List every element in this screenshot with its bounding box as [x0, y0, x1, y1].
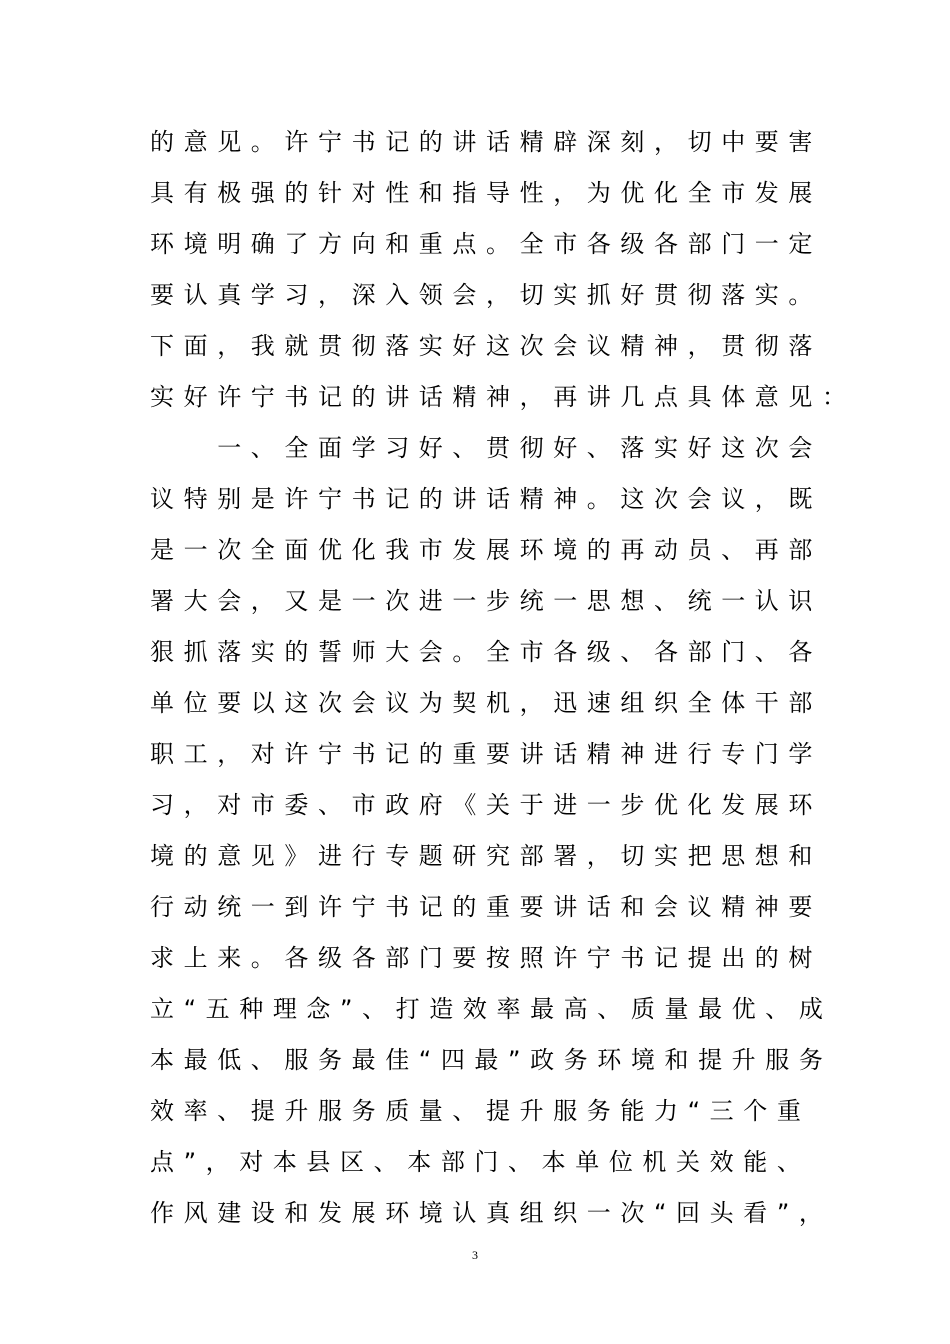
text-line: 的意见。许宁书记的讲话精辟深刻，切中要害 — [150, 128, 822, 156]
text-line: 环境明确了方向和重点。全市各级各部门一定 — [150, 230, 822, 258]
text-line: 作风建设和发展环境认真组织一次“回头看”， — [150, 1199, 833, 1227]
text-line: 境的意见》进行专题研究部署，切实把思想和 — [150, 842, 822, 870]
text-line: 是一次全面优化我市发展环境的再动员、再部 — [150, 536, 822, 564]
text-line: 实好许宁书记的讲话精神，再讲几点具体意见： — [150, 383, 856, 411]
text-line: 立“五种理念”、打造效率最高、质量最优、成 — [150, 995, 833, 1023]
text-line: 习，对市委、市政府《关于进一步优化发展环 — [150, 791, 822, 819]
section-heading-line: 一、全面学习好、贯彻好、落实好这次会 — [150, 434, 822, 462]
text-line: 具有极强的针对性和指导性，为优化全市发展 — [150, 179, 822, 207]
text-line: 职工，对许宁书记的重要讲话精神进行专门学 — [150, 740, 822, 768]
page-number: 3 — [472, 1248, 478, 1262]
text-line: 狠抓落实的誓师大会。全市各级、各部门、各 — [150, 638, 822, 666]
text-line: 下面，我就贯彻落实好这次会议精神，贯彻落 — [150, 332, 822, 360]
text-line: 署大会，又是一次进一步统一思想、统一认识 — [150, 587, 822, 615]
text-line: 求上来。各级各部门要按照许宁书记提出的树 — [150, 944, 822, 972]
text-line: 效率、提升服务质量、提升服务能力“三个重 — [150, 1097, 811, 1125]
text-line: 议特别是许宁书记的讲话精神。这次会议，既 — [150, 485, 822, 513]
text-line: 本最低、服务最佳“四最”政务环境和提升服务 — [150, 1046, 833, 1074]
text-line: 单位要以这次会议为契机，迅速组织全体干部 — [150, 689, 822, 717]
text-line: 点”，对本县区、本部门、本单位机关效能、 — [150, 1148, 811, 1176]
text-line: 行动统一到许宁书记的重要讲话和会议精神要 — [150, 893, 822, 921]
body-text — [150, 117, 856, 1239]
text-line: 要认真学习，深入领会，切实抓好贯彻落实。 — [150, 281, 822, 309]
